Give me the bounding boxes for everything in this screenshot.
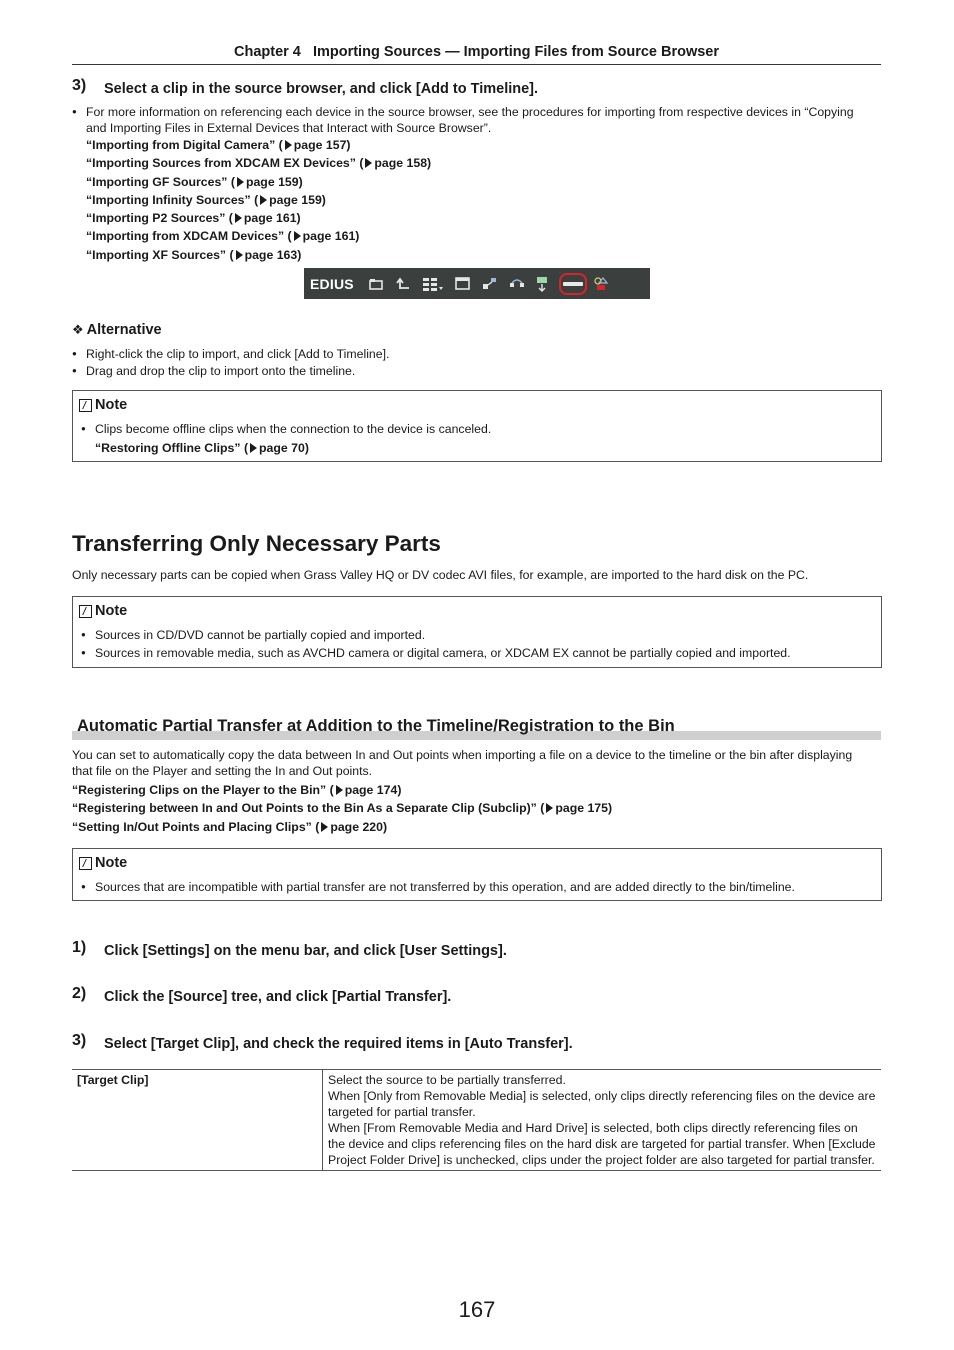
reference-link[interactable]: “Importing P2 Sources” ( page 161) [86,211,301,226]
note-box [72,848,882,901]
alternative-icon: ❖ [72,322,84,337]
note-heading [79,855,127,871]
arrow-icon [260,195,267,205]
note-icon [79,399,92,412]
reference-link[interactable]: “Registering Clips on the Player to the Bin” ( page 174) [72,783,402,797]
note-icon [79,857,92,870]
reference-link[interactable]: “Importing GF Sources” ( page 159) [86,174,303,189]
reference-link[interactable]: “Importing Sources from XDCAM EX Devices” ( page 158) [86,156,432,171]
table-key: [Target Clip] [72,1070,323,1171]
note-title: Note [95,603,128,619]
alternative-list [72,346,872,379]
add-to-timeline-button[interactable] [559,273,587,295]
reference-link[interactable]: “Importing XF Sources” ( page 163) [86,247,302,262]
note-title: Note [95,397,128,413]
reference-link[interactable]: “Importing from Digital Camera” ( page 157) [86,138,351,152]
table-value [323,1070,882,1171]
chapter-title: Chapter 4 Importing Sources — Importing Files from Source Browser [233,44,720,60]
reference-list [72,781,612,836]
folder-icon[interactable] [368,277,384,291]
arrow-icon [250,443,257,453]
reference-link[interactable]: “Restoring Offline Clips” ( page 70) [95,441,309,455]
note-icon [79,605,92,618]
note-heading [79,603,127,619]
import-icon[interactable] [482,277,498,291]
info-bullet [72,104,876,136]
list-item: ● Drag and drop the clip to import onto the timeline. [72,363,872,379]
view-mode-icon[interactable] [422,277,444,291]
up-arrow-icon[interactable] [395,277,411,291]
table-row [72,1070,881,1171]
source-browser-toolbar [304,268,650,299]
note-title: Note [95,855,128,871]
add-to-timeline-icon [563,282,583,286]
step-number: 2) [72,985,87,1002]
section-title: Transferring Only Necessary Parts [72,531,441,556]
step-text: Select a clip in the source browser, and click [Add to Timeline]. [104,81,539,97]
note-box [72,596,882,668]
reference-link[interactable]: “Setting In/Out Points and Placing Clips” ( page 220) [72,819,388,834]
step-number: 1) [72,939,87,956]
section-intro: Only necessary parts can be copied when Grass Valley HQ or DV codec AVI files, for example, are imported to the hard disk on the PC. [72,568,809,582]
arrow-icon [236,250,243,260]
note-heading [79,397,127,413]
note-box [72,390,882,462]
window-icon[interactable] [455,277,471,291]
info-bullet-text: For more information on referencing each device in the source browser, see the procedures for importing from respective devices in “Copying and Importing Files in External Devices that Interact with Source Browser”. [86,105,854,135]
alternative-heading [72,322,162,338]
step-text: Select [Target Clip], and check the required items in [Auto Transfer]. [104,1036,573,1052]
reference-link[interactable]: “Registering between In and Out Points to the Bin As a Separate Clip (Subclip)” ( page 175) [72,801,613,816]
arrow-icon [365,158,372,168]
note-bullet: ● Clips become offline clips when the connection to the device is canceled. [81,421,875,437]
arrow-icon [235,213,242,223]
settings-table [72,1069,881,1171]
step-number: 3) [72,1032,87,1049]
arrow-icon [285,140,292,150]
delete-icon[interactable] [593,277,609,291]
reference-list [86,136,431,264]
arrow-icon [237,177,244,187]
subsection-title: Automatic Partial Transfer at Addition to the Timeline/Registration to the Bin [77,717,675,735]
arrow-icon [336,785,343,795]
edius-logo: EDIUS [310,275,354,292]
arrow-icon [294,231,301,241]
step-text: Click [Settings] on the menu bar, and click [User Settings]. [104,943,507,959]
table-line: Select the source to be partially transferred. [328,1073,566,1087]
arrow-icon [546,803,553,813]
subsection-body: You can set to automatically copy the data between In and Out points when importing a file on a device to the timeline or the bin after displaying that file on the Player and setting the In and Out points. [72,748,853,778]
reference-link[interactable]: “Importing Infinity Sources” ( page 159) [86,192,326,207]
reference-link[interactable]: “Importing from XDCAM Devices” ( page 161) [86,229,360,244]
chapter-header [72,44,881,65]
arrow-icon [321,822,328,832]
add-to-bin-icon[interactable] [536,277,548,291]
transfer-icon[interactable] [509,277,525,291]
list-item: ● Sources in removable media, such as AVCHD camera or digital camera, or XDCAM EX cannot be partially copied and imported. [81,645,871,661]
note-list [81,627,871,661]
step-text: Click the [Source] tree, and click [Partial Transfer]. [104,989,452,1005]
table-line: When [Only from Removable Media] is selected, only clips directly referencing files on the device are targeted for partial transfer. [328,1089,876,1119]
list-item: ● Right-click the clip to import, and click [Add to Timeline]. [72,346,872,362]
alternative-title: Alternative [86,322,162,338]
list-item: ● Sources in CD/DVD cannot be partially copied and imported. [81,627,871,643]
note-bullet: ● Sources that are incompatible with partial transfer are not transferred by this operation, and are added directly to the bin/timeline. [81,879,885,895]
page-number: 167 [458,1297,496,1322]
table-line: When [From Removable Media and Hard Drive] is selected, both clips directly referencing files on the device and clips referencing files on the hard disk are targeted for partial transfer. When [Exclude Project Folder Drive] is unchecked, clips under the project folder are also targeted for partial transfer. [328,1121,876,1167]
step-number: 3) [72,77,87,94]
